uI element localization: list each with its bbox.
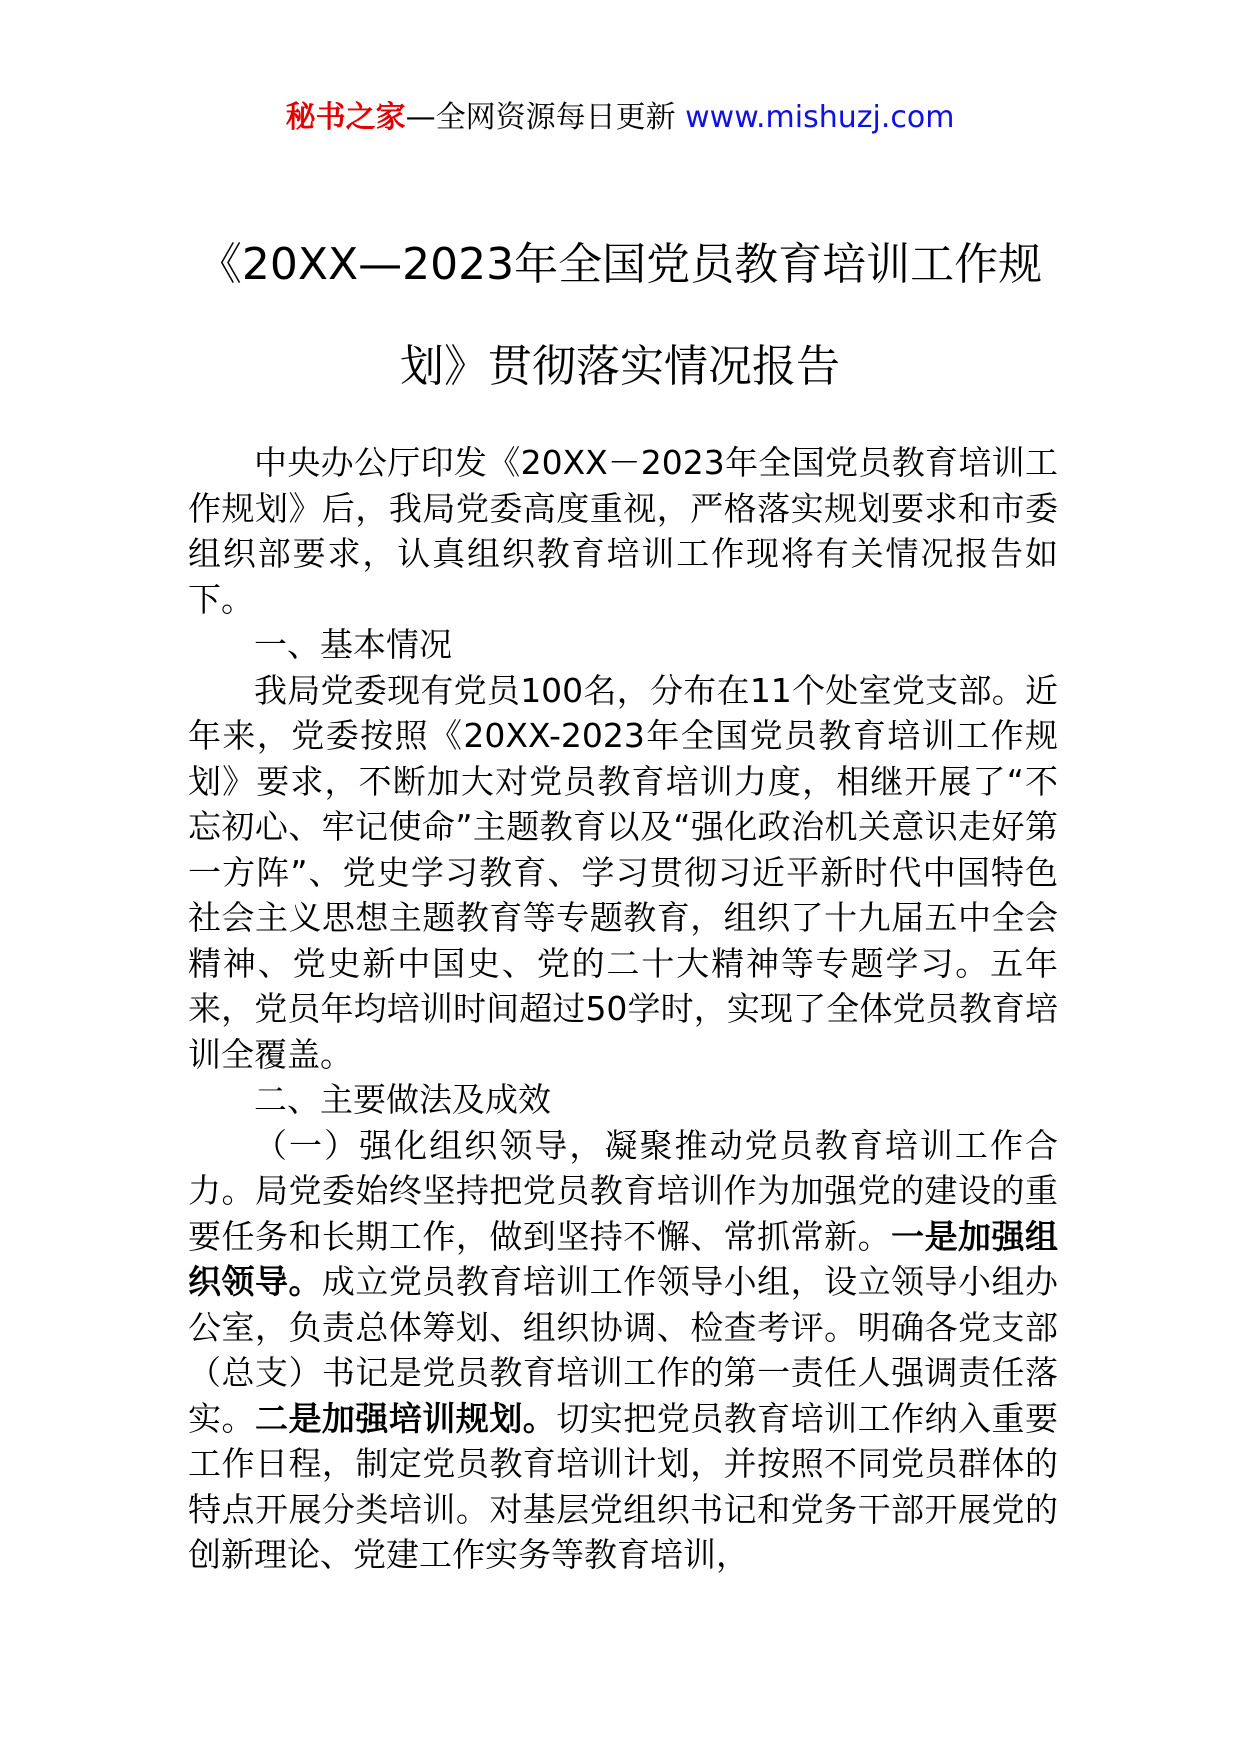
document-title <box>170 214 1070 418</box>
point-2-label: 二是加强培训规划。 <box>254 1398 557 1438</box>
point-2-text: 切实把党员教育培训工作纳入重要工作日程，制定党员教育培训计划，并按照不同党员群体的特点开展分类培训。对基层党组织书记和党务干部开展党的创新理论、党建工作实务等教育培训， <box>188 1398 1059 1574</box>
header-brand: 秘书之家 <box>285 100 406 135</box>
document-title-line-1: 《20XX—2023年全国党员教育培训工作规 <box>197 239 1043 290</box>
document-body <box>188 440 1058 1578</box>
intro-paragraph: 中央办公厅印发《20XX－2023年全国党员教育培训工作规划》后，我局党委高度重视，严格落实规划要求和市委组织部要求，认真组织教育培训工作现将有关情况报告如下。 <box>188 443 1058 619</box>
point-1-text: 成立党员教育培训工作领导小组，设立领导小组办公室，负责总体筹划、组织协调、检查考评。明确各党支部（总支）书记是党员教育培训工作的第一责任人强调责任落实。 <box>188 1262 1059 1438</box>
section-1-paragraph: 我局党委现有党员100名，分布在11个处室党支部。近年来，党委按照《20XX-2023年全国党员教育培训工作规划》要求，不断加大对党员教育培训力度，相继开展了“不忘初心、牢记使命”主题教育以及“强化政治机关意识走好第一方阵”、党史学习教育、学习贯彻习近平新时代中国特色社会主义思想主题教育等专题教育，组织了十九届五中全会精神、党史新中国史、党的二十大精神等专题学习。五年来，党员年均培训时间超过50学时，实现了全体党员教育培训全覆盖。 <box>188 670 1058 1074</box>
subsection-1-text: （一）强化组织领导，凝聚推动党员教育培训工作合力。局党委始终坚持把党员教育培训作为加强党的建设的重要任务和长期工作，做到坚持不懈、常抓常新。 <box>188 1125 1058 1256</box>
point-1-label: 一是加强组织领导。 <box>188 1216 1059 1301</box>
section-2-heading: 二、主要做法及成效 <box>254 1080 551 1119</box>
header-tagline: —全网资源每日更新 <box>405 100 686 135</box>
document-title-line-2: 划》贯彻落实情况报告 <box>400 341 840 392</box>
page-header <box>0 96 1240 140</box>
header-url-link[interactable]: www.mishuzj.com <box>685 100 955 135</box>
section-2-subsection-1-paragraph <box>188 1123 1058 1578</box>
section-1-heading: 一、基本情况 <box>254 625 452 664</box>
